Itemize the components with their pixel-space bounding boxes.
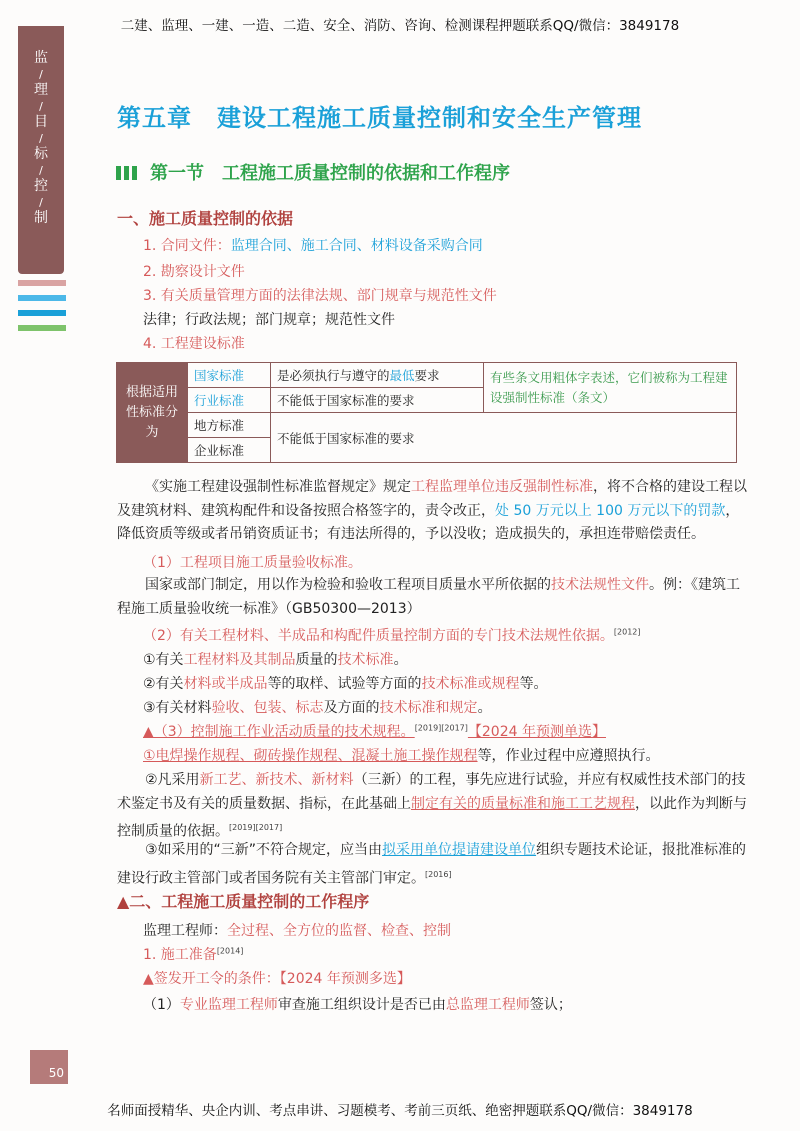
list-item: ③有关材料验收、包装、标志及方面的技术标准和规定。 [143, 700, 492, 716]
chapter-title: 第五章 建设工程施工质量控制和安全生产管理 [117, 104, 642, 132]
side-stripe-blue [18, 295, 66, 301]
part2-title: ▲二、工程施工质量控制的工作程序 [117, 892, 370, 911]
page-number: 50 [48, 1066, 64, 1080]
para-acceptance: 国家或部门制定，用以作为检验和验收工程项目质量水平所依据的技术法规性文件。例：《建筑工程施工质量验收统一标准》（GB50300—2013） [117, 577, 740, 617]
table-row-req: 是必须执行与遵守的最低要求 [271, 363, 484, 388]
item-standards: 4. 工程建设标准 [143, 336, 245, 352]
table-note: 有些条文用粗体字表述，它们被称为工程建设强制性标准（条文） [484, 363, 737, 413]
page-number-tab [30, 1050, 68, 1084]
list-item: ②有关材料或半成品等的取样、试验等方面的技术标准或规程等。 [143, 676, 548, 692]
supervisor-line: 监理工程师：全过程、全方位的监督、检查、控制 [143, 923, 451, 939]
section-bars-icon [116, 166, 142, 180]
sub3-item1: ①电焊操作规程、砌砖操作规程、混凝土施工操作规程等，作业过程中应遵照执行。 [143, 748, 660, 764]
item-contract: 1. 合同文件：监理合同、施工合同、材料设备采购合同 [143, 238, 483, 254]
table-row-req: 不能低于国家标准的要求 [271, 388, 484, 413]
standards-table [116, 362, 737, 463]
sub1-title: （1）工程项目施工质量验收标准。 [143, 555, 362, 571]
list-item: ①有关工程材料及其制品质量的技术标准。 [143, 652, 408, 668]
item-laws: 3. 有关质量管理方面的法律法规、部门规章与规范性文件 [143, 288, 497, 304]
item-survey: 2. 勘察设计文件 [143, 264, 245, 280]
sub3-item3: ③如采用的“三新”不符合规定，应当由拟采用单位提请建设单位组织专题技术论证，报批准标准的建设行政主管部门或者国务院有关主管部门审定。[2016] [117, 842, 747, 887]
side-stripe-blue-dark [18, 310, 66, 316]
sub2-title: （2）有关工程材料、半成品和构配件质量控制方面的专门技术法规性依据。[2012] [143, 627, 641, 644]
sub3-title: ▲（3）控制施工作业活动质量的技术规程。[2019][2017]【2024 年预测单选】 [143, 723, 606, 740]
side-stripe-pink [18, 280, 66, 286]
startwork-title: ▲签发开工令的条件：【2024 年预测多选】 [143, 971, 411, 987]
para-mandatory-standard: 《实施工程建设强制性标准监督规定》规定工程监理单位违反强制性标准，将不合格的建设工程以及建筑材料、建筑构配件和设备按照合格签字的，责令改正，处 50 万元以上 100 万元以下的罚款，降低资质等级或者吊销资质证书；有违法所得的，予以没收；造成损失的，承担连带赔偿责任。 [117, 479, 747, 542]
prep-title: 1. 施工准备[2014] [143, 946, 244, 963]
side-tab-label: 监 / 理 / 目 / 标 / 控 / 制 [34, 50, 48, 226]
law-line: 法律；行政法规；部门规章；规范性文件 [143, 312, 395, 328]
sub3-item2: ②凡采用新工艺、新技术、新材料（三新）的工程，事先应进行试验，并应有权威性技术部门的技术鉴定书及有关的质量数据、指标，在此基础上制定有关的质量标准和施工工艺规程，以此作为判断与控制质量的依据。[2019][2017] [117, 772, 747, 840]
part1-title: 一、施工质量控制的依据 [117, 209, 294, 228]
table-row-req: 不能低于国家标准的要求 [271, 413, 737, 463]
header-ad: 二建、监理、一建、一造、二造、安全、消防、咨询、检测课程押题联系QQ/微信：3849178 [120, 18, 680, 34]
table-row-label: 行业标准 [188, 388, 271, 413]
side-stripe-green [18, 325, 66, 331]
table-row-label: 地方标准 [188, 413, 271, 438]
section-title: 第一节 工程施工质量控制的依据和工作程序 [150, 163, 510, 184]
table-row-label: 国家标准 [188, 363, 271, 388]
condition-item: （1）专业监理工程师审查施工组织设计是否已由总监理工程师签认； [143, 997, 572, 1013]
table-row-label: 企业标准 [188, 438, 271, 463]
table-left-header: 根据适用性标准分为 [117, 363, 188, 463]
footer-ad: 名师面授精华、央企内训、考点串讲、习题模考、考前三页纸、绝密押题联系QQ/微信：3849178 [107, 1103, 693, 1119]
